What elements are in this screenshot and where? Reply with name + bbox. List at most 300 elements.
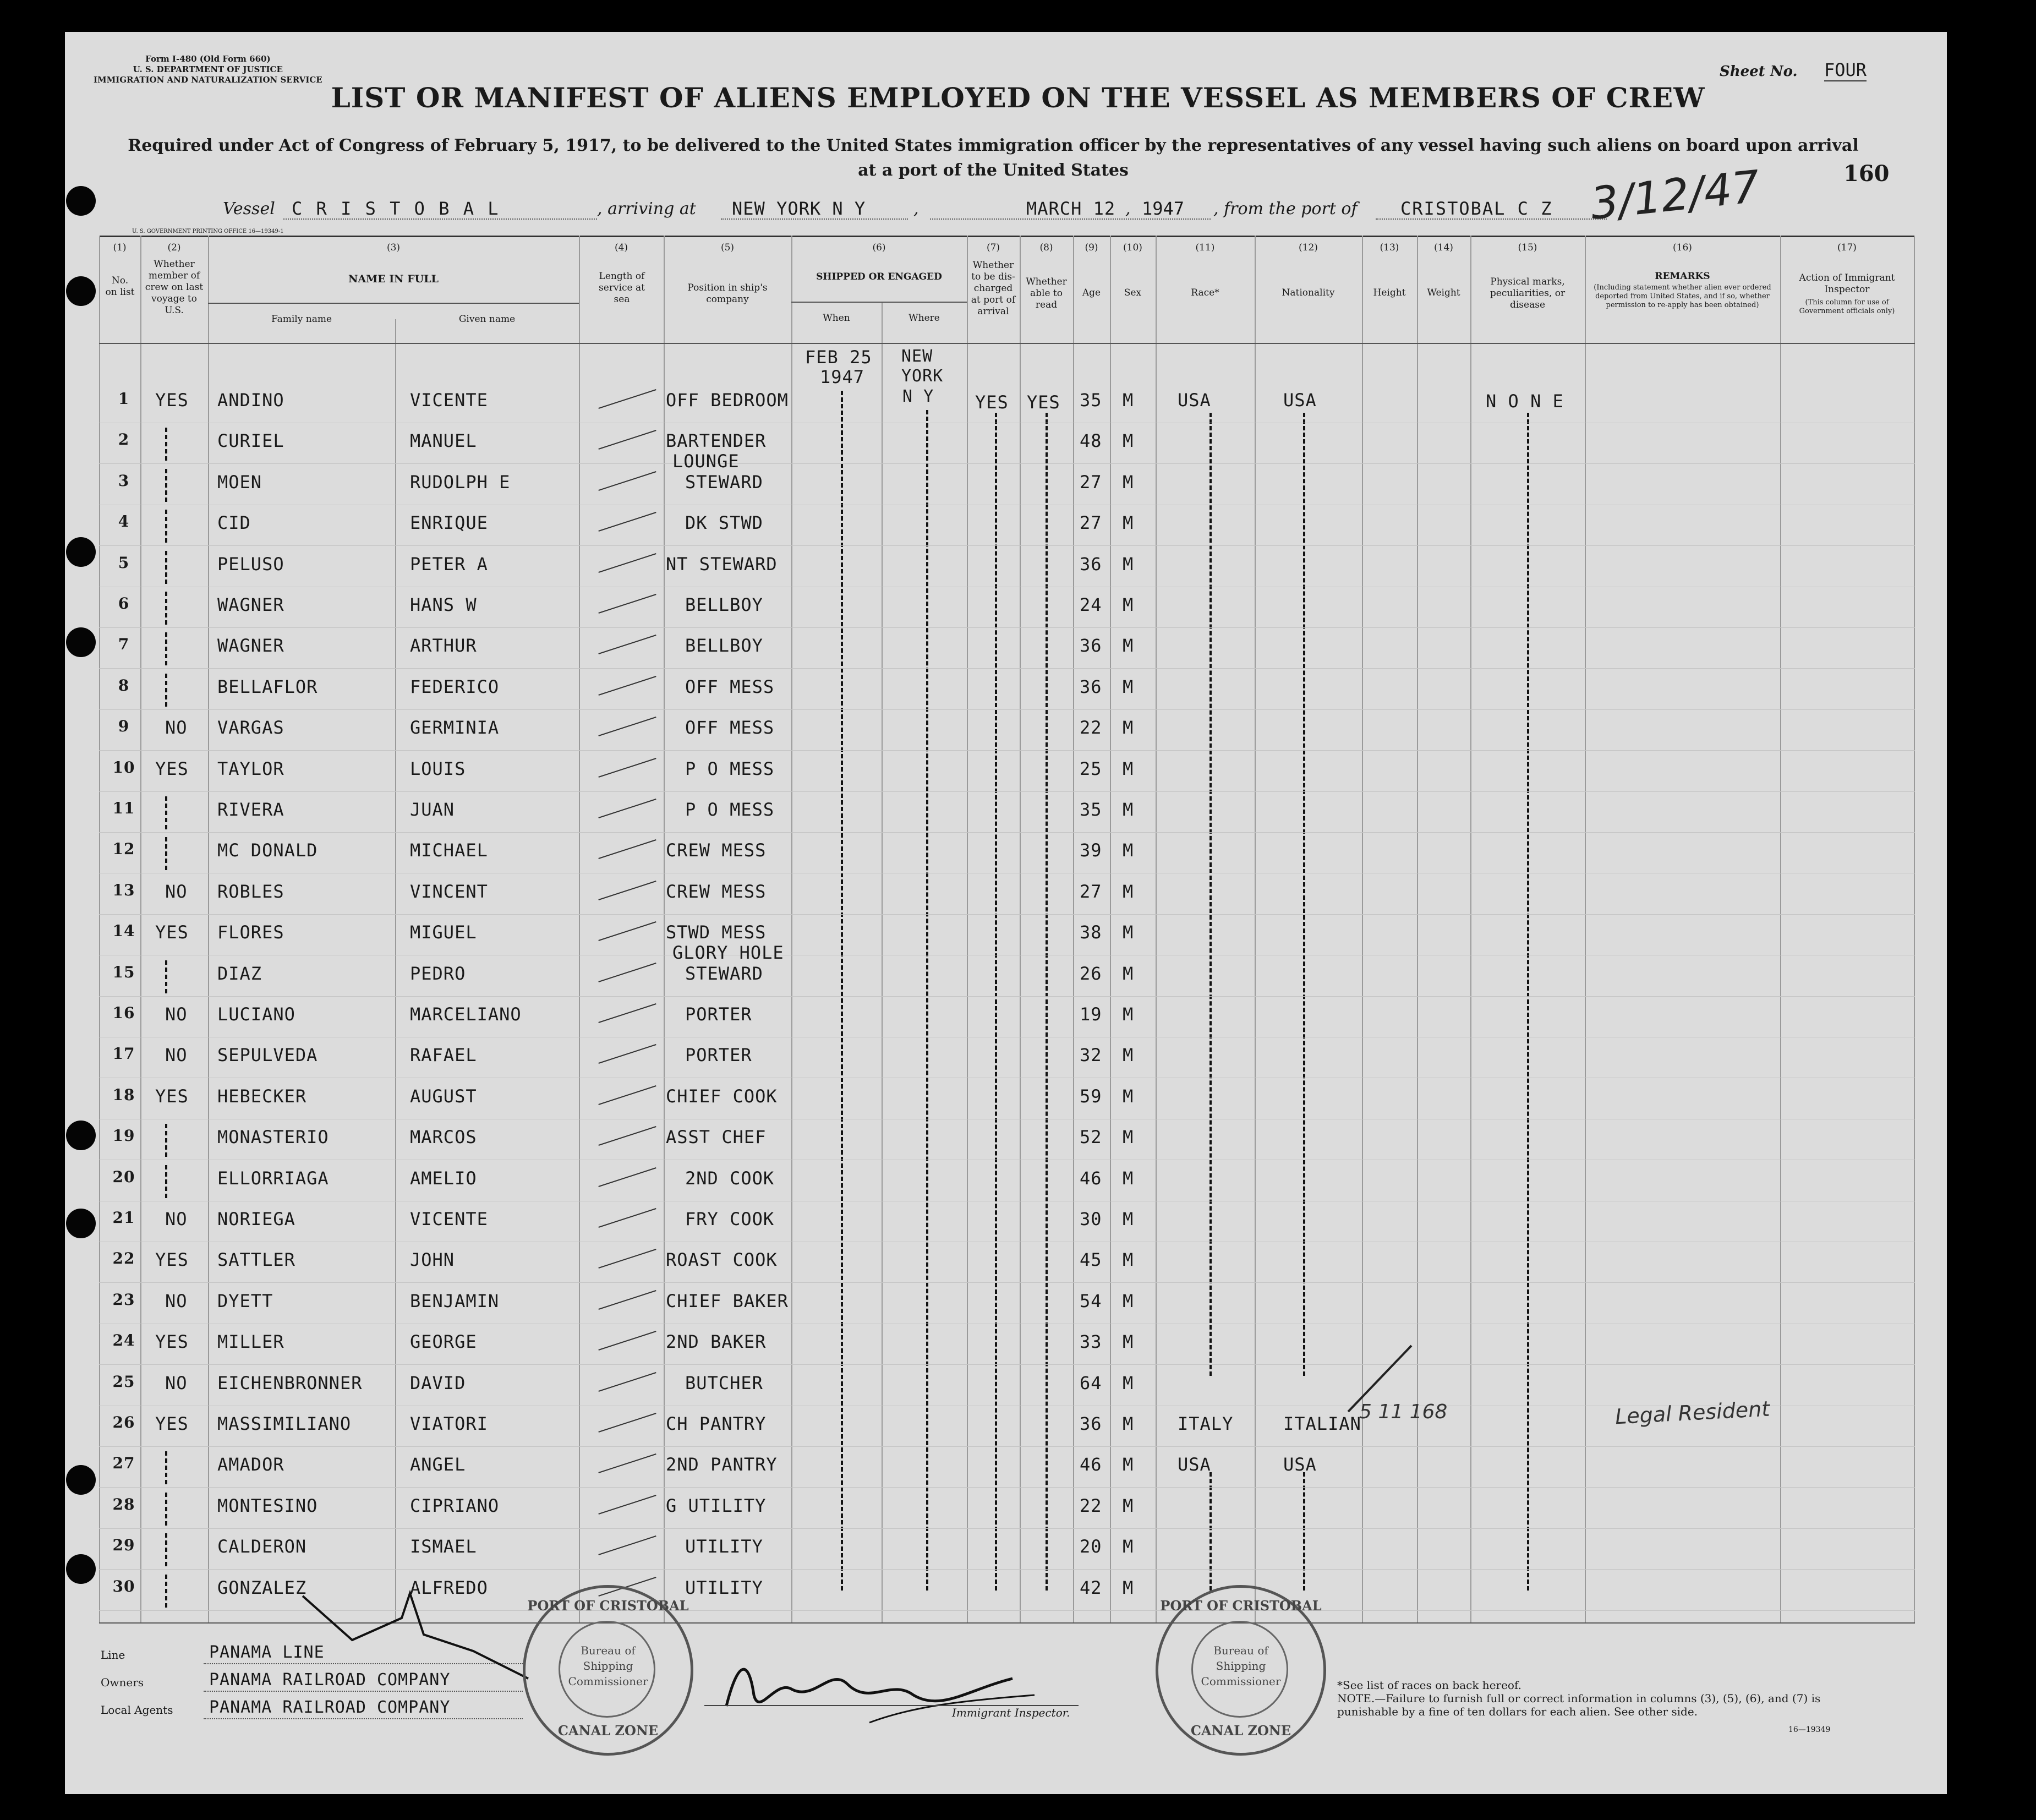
cell-family: TAYLOR bbox=[217, 758, 284, 779]
cell-family: PELUSO bbox=[217, 554, 284, 575]
cell-family: MONASTERIO bbox=[217, 1127, 329, 1147]
cell-sex: M bbox=[1123, 1127, 1134, 1147]
col-heading-name: NAME IN FULL bbox=[348, 273, 439, 285]
ditto-mark bbox=[165, 837, 167, 870]
cell-position: PORTER bbox=[685, 1045, 752, 1065]
cell-race: ITALY bbox=[1178, 1413, 1234, 1434]
col-heading-last-voyage: Whether member of crew on last voyage to U.S. bbox=[145, 259, 204, 316]
cell-sex: M bbox=[1123, 472, 1134, 493]
row-rule bbox=[99, 791, 1915, 792]
col-number: (7) bbox=[986, 242, 1000, 253]
ditto-mark bbox=[165, 469, 167, 502]
cell-sex: M bbox=[1123, 1249, 1134, 1270]
ditto-mark bbox=[165, 551, 167, 584]
agents-underline bbox=[204, 1718, 523, 1719]
column-rule bbox=[1255, 236, 1256, 1622]
column-rule bbox=[208, 236, 209, 1622]
cell-sex: M bbox=[1123, 963, 1134, 984]
cell-no: 25 bbox=[112, 1373, 135, 1391]
ditto-line bbox=[995, 413, 997, 1591]
cell-position: CHIEF COOK bbox=[666, 1086, 778, 1107]
cell-given: RUDOLPH E bbox=[410, 472, 511, 493]
cell-family: SATTLER bbox=[217, 1249, 295, 1270]
cell-sex: M bbox=[1123, 1454, 1134, 1475]
col-heading-height: Height bbox=[1373, 287, 1406, 298]
column-rule bbox=[791, 236, 792, 1622]
printing-office: U. S. GOVERNMENT PRINTING OFFICE 16—19349-1 bbox=[132, 228, 284, 234]
cell-given: VICENTE bbox=[410, 390, 488, 411]
cell-age: 32 bbox=[1080, 1045, 1102, 1065]
cell-last: YES bbox=[155, 390, 189, 411]
cell-sex: M bbox=[1123, 1413, 1134, 1434]
cell-position: OFF MESS bbox=[685, 676, 775, 697]
port-stamp bbox=[523, 1585, 693, 1756]
cell-age: 35 bbox=[1080, 390, 1102, 411]
cell-given: RAFAEL bbox=[410, 1045, 477, 1065]
cell-position: DK STWD bbox=[685, 512, 763, 533]
shipped-where: YORK bbox=[901, 367, 944, 386]
cell-sex: M bbox=[1123, 881, 1134, 902]
ditto-mark bbox=[165, 428, 167, 461]
shipped-header-rule bbox=[791, 302, 967, 303]
cell-no: 28 bbox=[112, 1495, 135, 1513]
arrival-date: MARCH 12 bbox=[1026, 198, 1116, 219]
cell-family: MASSIMILIANO bbox=[217, 1413, 352, 1434]
cell-sex: M bbox=[1123, 1373, 1134, 1393]
col-heading-position: Position in ship's company bbox=[687, 282, 768, 305]
column-rule bbox=[1914, 236, 1915, 1622]
cell-given: AUGUST bbox=[410, 1086, 477, 1107]
row-rule bbox=[99, 1487, 1915, 1488]
col-number: (2) bbox=[167, 242, 181, 253]
col-number: (12) bbox=[1299, 242, 1318, 253]
col-number: (9) bbox=[1085, 242, 1098, 253]
arrival-underline bbox=[721, 218, 908, 220]
col-heading-remarks-note: (Including statement whether alien ever ordered deported from United States, and if so, whether permission to re-apply has been obtained) bbox=[1594, 283, 1771, 309]
cell-sex: M bbox=[1123, 1495, 1134, 1516]
cell-race: USA bbox=[1178, 1454, 1211, 1475]
cell-age: 27 bbox=[1080, 512, 1102, 533]
cell-position: CHIEF BAKER bbox=[666, 1291, 789, 1311]
cell-no: 3 bbox=[118, 472, 130, 490]
ditto-line bbox=[1527, 413, 1529, 1591]
punch-hole bbox=[66, 1554, 96, 1584]
agent-signature-scrawl bbox=[292, 1585, 545, 1684]
cell-age: 20 bbox=[1080, 1536, 1102, 1557]
cell-family: NORIEGA bbox=[217, 1209, 295, 1229]
cell-sex: M bbox=[1123, 430, 1134, 451]
row-rule bbox=[99, 463, 1915, 464]
col-heading-service: Length of service at sea bbox=[599, 271, 645, 305]
cell-no: 8 bbox=[118, 676, 130, 695]
row-rule bbox=[99, 1282, 1915, 1283]
cell-age: 26 bbox=[1080, 963, 1102, 984]
ditto-line bbox=[1303, 1472, 1305, 1591]
owners-value: PANAMA RAILROAD COMPANY bbox=[209, 1670, 451, 1690]
column-rule bbox=[1020, 236, 1021, 1622]
cell-no: 9 bbox=[118, 717, 130, 735]
cell-no: 24 bbox=[112, 1331, 135, 1349]
punch-hole bbox=[66, 1121, 96, 1150]
cell-family: WAGNER bbox=[217, 635, 284, 656]
cell-given: MICHAEL bbox=[410, 840, 488, 861]
shipped-where: N Y bbox=[902, 387, 934, 406]
cell-given: DAVID bbox=[410, 1373, 466, 1393]
line-value: PANAMA LINE bbox=[209, 1643, 325, 1662]
cell-age: 59 bbox=[1080, 1086, 1102, 1107]
cell-family: CALDERON bbox=[217, 1536, 307, 1557]
date-underline bbox=[930, 218, 1211, 220]
cell-position: ASST CHEF bbox=[666, 1127, 767, 1147]
form-identifier bbox=[94, 54, 322, 85]
cell-no: 20 bbox=[112, 1168, 135, 1186]
cell-sex: M bbox=[1123, 1209, 1134, 1229]
cell-no: 30 bbox=[112, 1577, 135, 1595]
handwritten-remark: Legal Resident bbox=[1614, 1396, 1771, 1429]
column-rule bbox=[1470, 236, 1471, 1622]
col-heading-race: Race* bbox=[1191, 287, 1219, 298]
form-number: Form I-480 (Old Form 660) bbox=[145, 54, 271, 64]
cell-given: GERMINIA bbox=[410, 717, 500, 738]
cell-last: NO bbox=[165, 717, 188, 738]
port-stamp bbox=[1156, 1585, 1326, 1756]
cell-given: PEDRO bbox=[410, 963, 466, 984]
cell-given: MIGUEL bbox=[410, 922, 477, 943]
cell-sex: M bbox=[1123, 635, 1134, 656]
col-heading-physical: Physical marks, peculiarities, or disease bbox=[1490, 276, 1566, 310]
cell-family: BELLAFLOR bbox=[217, 676, 318, 697]
cell-given: ARTHUR bbox=[410, 635, 477, 656]
handwritten-note: 5 11 168 bbox=[1359, 1401, 1448, 1423]
stamp-top-text: PORT OF CRISTOBAL bbox=[527, 1598, 689, 1614]
cell-no: 15 bbox=[112, 963, 135, 981]
punch-hole bbox=[66, 276, 96, 306]
cell-given: BENJAMIN bbox=[410, 1291, 500, 1311]
cell-sex: M bbox=[1123, 1168, 1134, 1189]
row-rule bbox=[99, 1364, 1915, 1365]
cell-position: P O MESS bbox=[685, 758, 775, 779]
ditto-mark bbox=[165, 796, 167, 829]
ditto-line bbox=[1209, 413, 1212, 1376]
col-number: (13) bbox=[1380, 242, 1399, 253]
departure-port: CRISTOBAL C Z bbox=[1400, 198, 1553, 219]
col-heading-inspector-note: (This column for use of Government officials only) bbox=[1799, 298, 1895, 315]
cell-age: 54 bbox=[1080, 1291, 1102, 1311]
col-heading-no: No. on list bbox=[105, 275, 135, 298]
cell-position: P O MESS bbox=[685, 799, 775, 820]
cell-no: 29 bbox=[112, 1536, 135, 1554]
header-bottom-rule bbox=[99, 343, 1915, 344]
cell-family: RIVERA bbox=[217, 799, 284, 820]
row-rule bbox=[99, 914, 1915, 915]
cell-given: PETER A bbox=[410, 554, 488, 575]
ditto-mark bbox=[165, 1451, 167, 1484]
row-rule bbox=[99, 832, 1915, 833]
col-heading-where: Where bbox=[908, 313, 940, 324]
cell-position: 2ND PANTRY bbox=[666, 1454, 778, 1475]
col-heading-discharged: Whether to be dis-charged at port of arrival bbox=[971, 260, 1016, 317]
col-number: (8) bbox=[1039, 242, 1053, 253]
row-rule bbox=[99, 1446, 1915, 1447]
cell-last: YES bbox=[155, 1331, 189, 1352]
cell-position: G UTILITY bbox=[666, 1495, 767, 1516]
cell-no: 5 bbox=[118, 554, 130, 572]
col-heading-family-name: Family name bbox=[271, 314, 332, 325]
cell-age: 19 bbox=[1080, 1004, 1102, 1025]
col-number: (17) bbox=[1837, 242, 1857, 253]
cell-no: 17 bbox=[112, 1045, 135, 1063]
cell-sex: M bbox=[1123, 1086, 1134, 1107]
ditto-mark bbox=[165, 632, 167, 665]
inspector-label: Immigrant Inspector. bbox=[952, 1706, 1070, 1719]
cell-given: MANUEL bbox=[410, 430, 477, 451]
cell-no: 21 bbox=[112, 1209, 135, 1227]
cell-last: NO bbox=[165, 1291, 188, 1311]
cell-nat: USA bbox=[1283, 390, 1317, 411]
arrival-port: NEW YORK N Y bbox=[732, 198, 866, 219]
cell-family: DYETT bbox=[217, 1291, 273, 1311]
cell-age: 46 bbox=[1080, 1454, 1102, 1475]
cell-given: HANS W bbox=[410, 594, 477, 615]
vessel-name: C R I S T O B A L bbox=[292, 198, 500, 219]
from-port-label: , from the port of bbox=[1213, 199, 1358, 218]
sheet-value: FOUR bbox=[1824, 59, 1867, 80]
column-rule bbox=[395, 319, 396, 1622]
cell-sex: M bbox=[1123, 1331, 1134, 1352]
cell-given: CIPRIANO bbox=[410, 1495, 500, 1516]
cell-age: 35 bbox=[1080, 799, 1102, 820]
cell-position-top: LOUNGE bbox=[672, 451, 740, 472]
cell-no: 12 bbox=[112, 840, 135, 858]
cell-given: GEORGE bbox=[410, 1331, 477, 1352]
cell-last: YES bbox=[155, 758, 189, 779]
cell-last: YES bbox=[155, 1249, 189, 1270]
cell-position: FRY COOK bbox=[685, 1209, 775, 1229]
cell-no: 16 bbox=[112, 1004, 135, 1022]
cell-position: 2ND BAKER bbox=[666, 1331, 767, 1352]
cell-family: VARGAS bbox=[217, 717, 284, 738]
cell-position: BARTENDER bbox=[666, 430, 767, 451]
cell-family: HEBECKER bbox=[217, 1086, 307, 1107]
cell-given: MARCELIANO bbox=[410, 1004, 522, 1025]
cell-position: STEWARD bbox=[685, 963, 763, 984]
cell-sex: M bbox=[1123, 554, 1134, 575]
column-rule bbox=[99, 236, 100, 1622]
cell-family: CURIEL bbox=[217, 430, 284, 451]
col-number: (15) bbox=[1518, 242, 1537, 253]
ditto-mark bbox=[165, 674, 167, 707]
col-number: (5) bbox=[720, 242, 735, 253]
col-number: (10) bbox=[1123, 242, 1142, 253]
column-rule bbox=[1110, 236, 1111, 1622]
cell-no: 10 bbox=[112, 758, 135, 777]
ditto-line bbox=[1209, 1472, 1212, 1591]
cell-age: 27 bbox=[1080, 881, 1102, 902]
discharged-value: YES bbox=[975, 392, 1009, 413]
cell-family: ANDINO bbox=[217, 390, 284, 411]
ditto-mark bbox=[165, 1575, 167, 1608]
stamp-bottom-text: CANAL ZONE bbox=[1190, 1723, 1291, 1739]
cell-no: 19 bbox=[112, 1127, 135, 1145]
col-heading-age: Age bbox=[1082, 287, 1101, 298]
name-header-rule bbox=[208, 303, 579, 304]
cell-family: WAGNER bbox=[217, 594, 284, 615]
cell-no: 6 bbox=[118, 594, 130, 613]
cell-age: 42 bbox=[1080, 1577, 1102, 1598]
cell-nat: USA bbox=[1283, 1454, 1317, 1475]
cell-family: SEPULVEDA bbox=[217, 1045, 318, 1065]
cell-family: MC DONALD bbox=[217, 840, 318, 861]
row-rule bbox=[99, 627, 1915, 628]
races-note: *See list of races on back hereof. bbox=[1337, 1679, 1522, 1692]
cell-position: OFF BEDROOM bbox=[666, 390, 789, 411]
cell-age: 36 bbox=[1080, 676, 1102, 697]
vessel-label: Vessel bbox=[223, 199, 275, 218]
table-top-rule bbox=[99, 236, 1915, 237]
col-number: (1) bbox=[113, 242, 127, 253]
ditto-line bbox=[1303, 413, 1305, 1376]
cell-last: YES bbox=[155, 1086, 189, 1107]
cell-position: NT STEWARD bbox=[666, 554, 778, 575]
row-rule bbox=[99, 1569, 1915, 1570]
cell-sex: M bbox=[1123, 512, 1134, 533]
cell-last: NO bbox=[165, 881, 188, 902]
stamp-center-text: Bureau of Shipping Commissioner bbox=[568, 1644, 648, 1688]
cell-age: 22 bbox=[1080, 717, 1102, 738]
cell-family: ELLORRIAGA bbox=[217, 1168, 329, 1189]
col-heading-given-name: Given name bbox=[458, 314, 516, 325]
cell-given: VINCENT bbox=[410, 881, 488, 902]
cell-no: 11 bbox=[112, 799, 135, 817]
cell-position: 2ND COOK bbox=[685, 1168, 775, 1189]
cell-position: STWD MESS bbox=[666, 922, 767, 943]
cell-no: 7 bbox=[118, 635, 130, 653]
cell-last: NO bbox=[165, 1045, 188, 1065]
cell-given: LOUIS bbox=[410, 758, 466, 779]
cell-family: MOEN bbox=[217, 472, 262, 493]
cell-age: 39 bbox=[1080, 840, 1102, 861]
col-number: (3) bbox=[386, 242, 401, 253]
cell-family: DIAZ bbox=[217, 963, 262, 984]
column-rule bbox=[1073, 236, 1074, 1622]
ditto-line bbox=[1046, 413, 1048, 1591]
cell-family: ROBLES bbox=[217, 881, 284, 902]
handwritten-date: 3/12/47 bbox=[1588, 161, 1763, 229]
cell-family: AMADOR bbox=[217, 1454, 284, 1475]
cell-position: BELLBOY bbox=[685, 635, 763, 656]
cell-age: 30 bbox=[1080, 1209, 1102, 1229]
handwritten-slash bbox=[1343, 1343, 1420, 1414]
comma: , bbox=[913, 199, 919, 218]
column-rule bbox=[1156, 236, 1157, 1622]
cell-age: 33 bbox=[1080, 1331, 1102, 1352]
agents-label: Local Agents bbox=[101, 1703, 173, 1717]
ditto-mark bbox=[165, 1124, 167, 1157]
arriving-label: , arriving at bbox=[597, 199, 696, 218]
comma: , bbox=[1125, 199, 1131, 218]
cell-family: GONZALEZ bbox=[217, 1577, 307, 1598]
cell-position: CREW MESS bbox=[666, 881, 767, 902]
punch-hole bbox=[66, 537, 96, 567]
col-heading-shipped: SHIPPED OR ENGAGED bbox=[816, 271, 942, 282]
cell-no: 18 bbox=[112, 1086, 135, 1104]
punch-hole bbox=[66, 186, 96, 216]
cell-given: ALFREDO bbox=[410, 1577, 488, 1598]
row-rule bbox=[99, 668, 1915, 669]
cell-last: NO bbox=[165, 1373, 188, 1393]
cell-sex: M bbox=[1123, 676, 1134, 697]
row-rule bbox=[99, 1528, 1915, 1529]
cell-family: EICHENBRONNER bbox=[217, 1373, 363, 1393]
ditto-mark bbox=[165, 1493, 167, 1526]
col-number: (11) bbox=[1195, 242, 1215, 253]
cell-family: LUCIANO bbox=[217, 1004, 295, 1025]
cell-sex: M bbox=[1123, 1577, 1134, 1598]
shipped-when: FEB 25 bbox=[805, 347, 872, 368]
sheet-label: Sheet No. bbox=[1720, 63, 1798, 80]
shipped-when-year: 1947 bbox=[820, 367, 865, 387]
stamp-top-text: PORT OF CRISTOBAL bbox=[1160, 1598, 1322, 1614]
shipped-where: NEW bbox=[901, 347, 933, 366]
ditto-mark bbox=[165, 592, 167, 625]
fine-note: NOTE.—Failure to furnish full or correct information in columns (3), (5), (6), and (7) is punishable by a fine of ten dollars for each alien. See other side. bbox=[1337, 1692, 1821, 1718]
cell-age: 64 bbox=[1080, 1373, 1102, 1393]
ditto-mark bbox=[165, 1165, 167, 1198]
col-heading-nationality: Nationality bbox=[1282, 287, 1335, 298]
cell-sex: M bbox=[1123, 1291, 1134, 1311]
cell-sex: M bbox=[1123, 717, 1134, 738]
punch-hole bbox=[66, 1465, 96, 1495]
row-rule bbox=[99, 709, 1915, 710]
department-name: U. S. DEPARTMENT OF JUSTICE bbox=[133, 64, 283, 74]
cell-age: 48 bbox=[1080, 430, 1102, 451]
cell-position: ROAST COOK bbox=[666, 1249, 778, 1270]
cell-no: 26 bbox=[112, 1413, 135, 1431]
cell-given: ANGEL bbox=[410, 1454, 466, 1475]
stamp-bottom-text: CANAL ZONE bbox=[557, 1723, 659, 1739]
inspector-signature bbox=[704, 1646, 1057, 1734]
cell-given: JOHN bbox=[410, 1249, 455, 1270]
column-rule bbox=[140, 236, 141, 1622]
row-rule bbox=[99, 545, 1915, 546]
cell-given: VICENTE bbox=[410, 1209, 488, 1229]
cell-position: BUTCHER bbox=[685, 1373, 763, 1393]
column-rule bbox=[1585, 236, 1586, 1622]
col-heading-remarks: REMARKS bbox=[1655, 271, 1710, 282]
cell-given: FEDERICO bbox=[410, 676, 500, 697]
cell-no: 14 bbox=[112, 922, 135, 940]
cell-age: 52 bbox=[1080, 1127, 1102, 1147]
cell-given: JUAN bbox=[410, 799, 455, 820]
cell-sex: M bbox=[1123, 758, 1134, 779]
cell-given: VIATORI bbox=[410, 1413, 488, 1434]
cell-sex: M bbox=[1123, 922, 1134, 943]
cell-last: YES bbox=[155, 922, 189, 943]
cell-sex: M bbox=[1123, 1004, 1134, 1025]
col-heading-inspector: Action of Immigrant Inspector bbox=[1799, 272, 1895, 295]
cell-no: 23 bbox=[112, 1291, 135, 1309]
cell-sex: M bbox=[1123, 840, 1134, 861]
ditto-mark bbox=[165, 1533, 167, 1566]
cell-position: CH PANTRY bbox=[666, 1413, 767, 1434]
column-rule bbox=[1780, 236, 1781, 1622]
physical-marks-value: N O N E bbox=[1486, 391, 1564, 412]
cell-age: 25 bbox=[1080, 758, 1102, 779]
cell-position: BELLBOY bbox=[685, 594, 763, 615]
cell-no: 13 bbox=[112, 881, 135, 899]
cell-sex: M bbox=[1123, 799, 1134, 820]
page-subtitle: Required under Act of Congress of February 5, 1917, to be delivered to the United States immigration officer by the representatives of any vessel having such aliens on board upon arrival at a port of the United States bbox=[128, 136, 1859, 180]
